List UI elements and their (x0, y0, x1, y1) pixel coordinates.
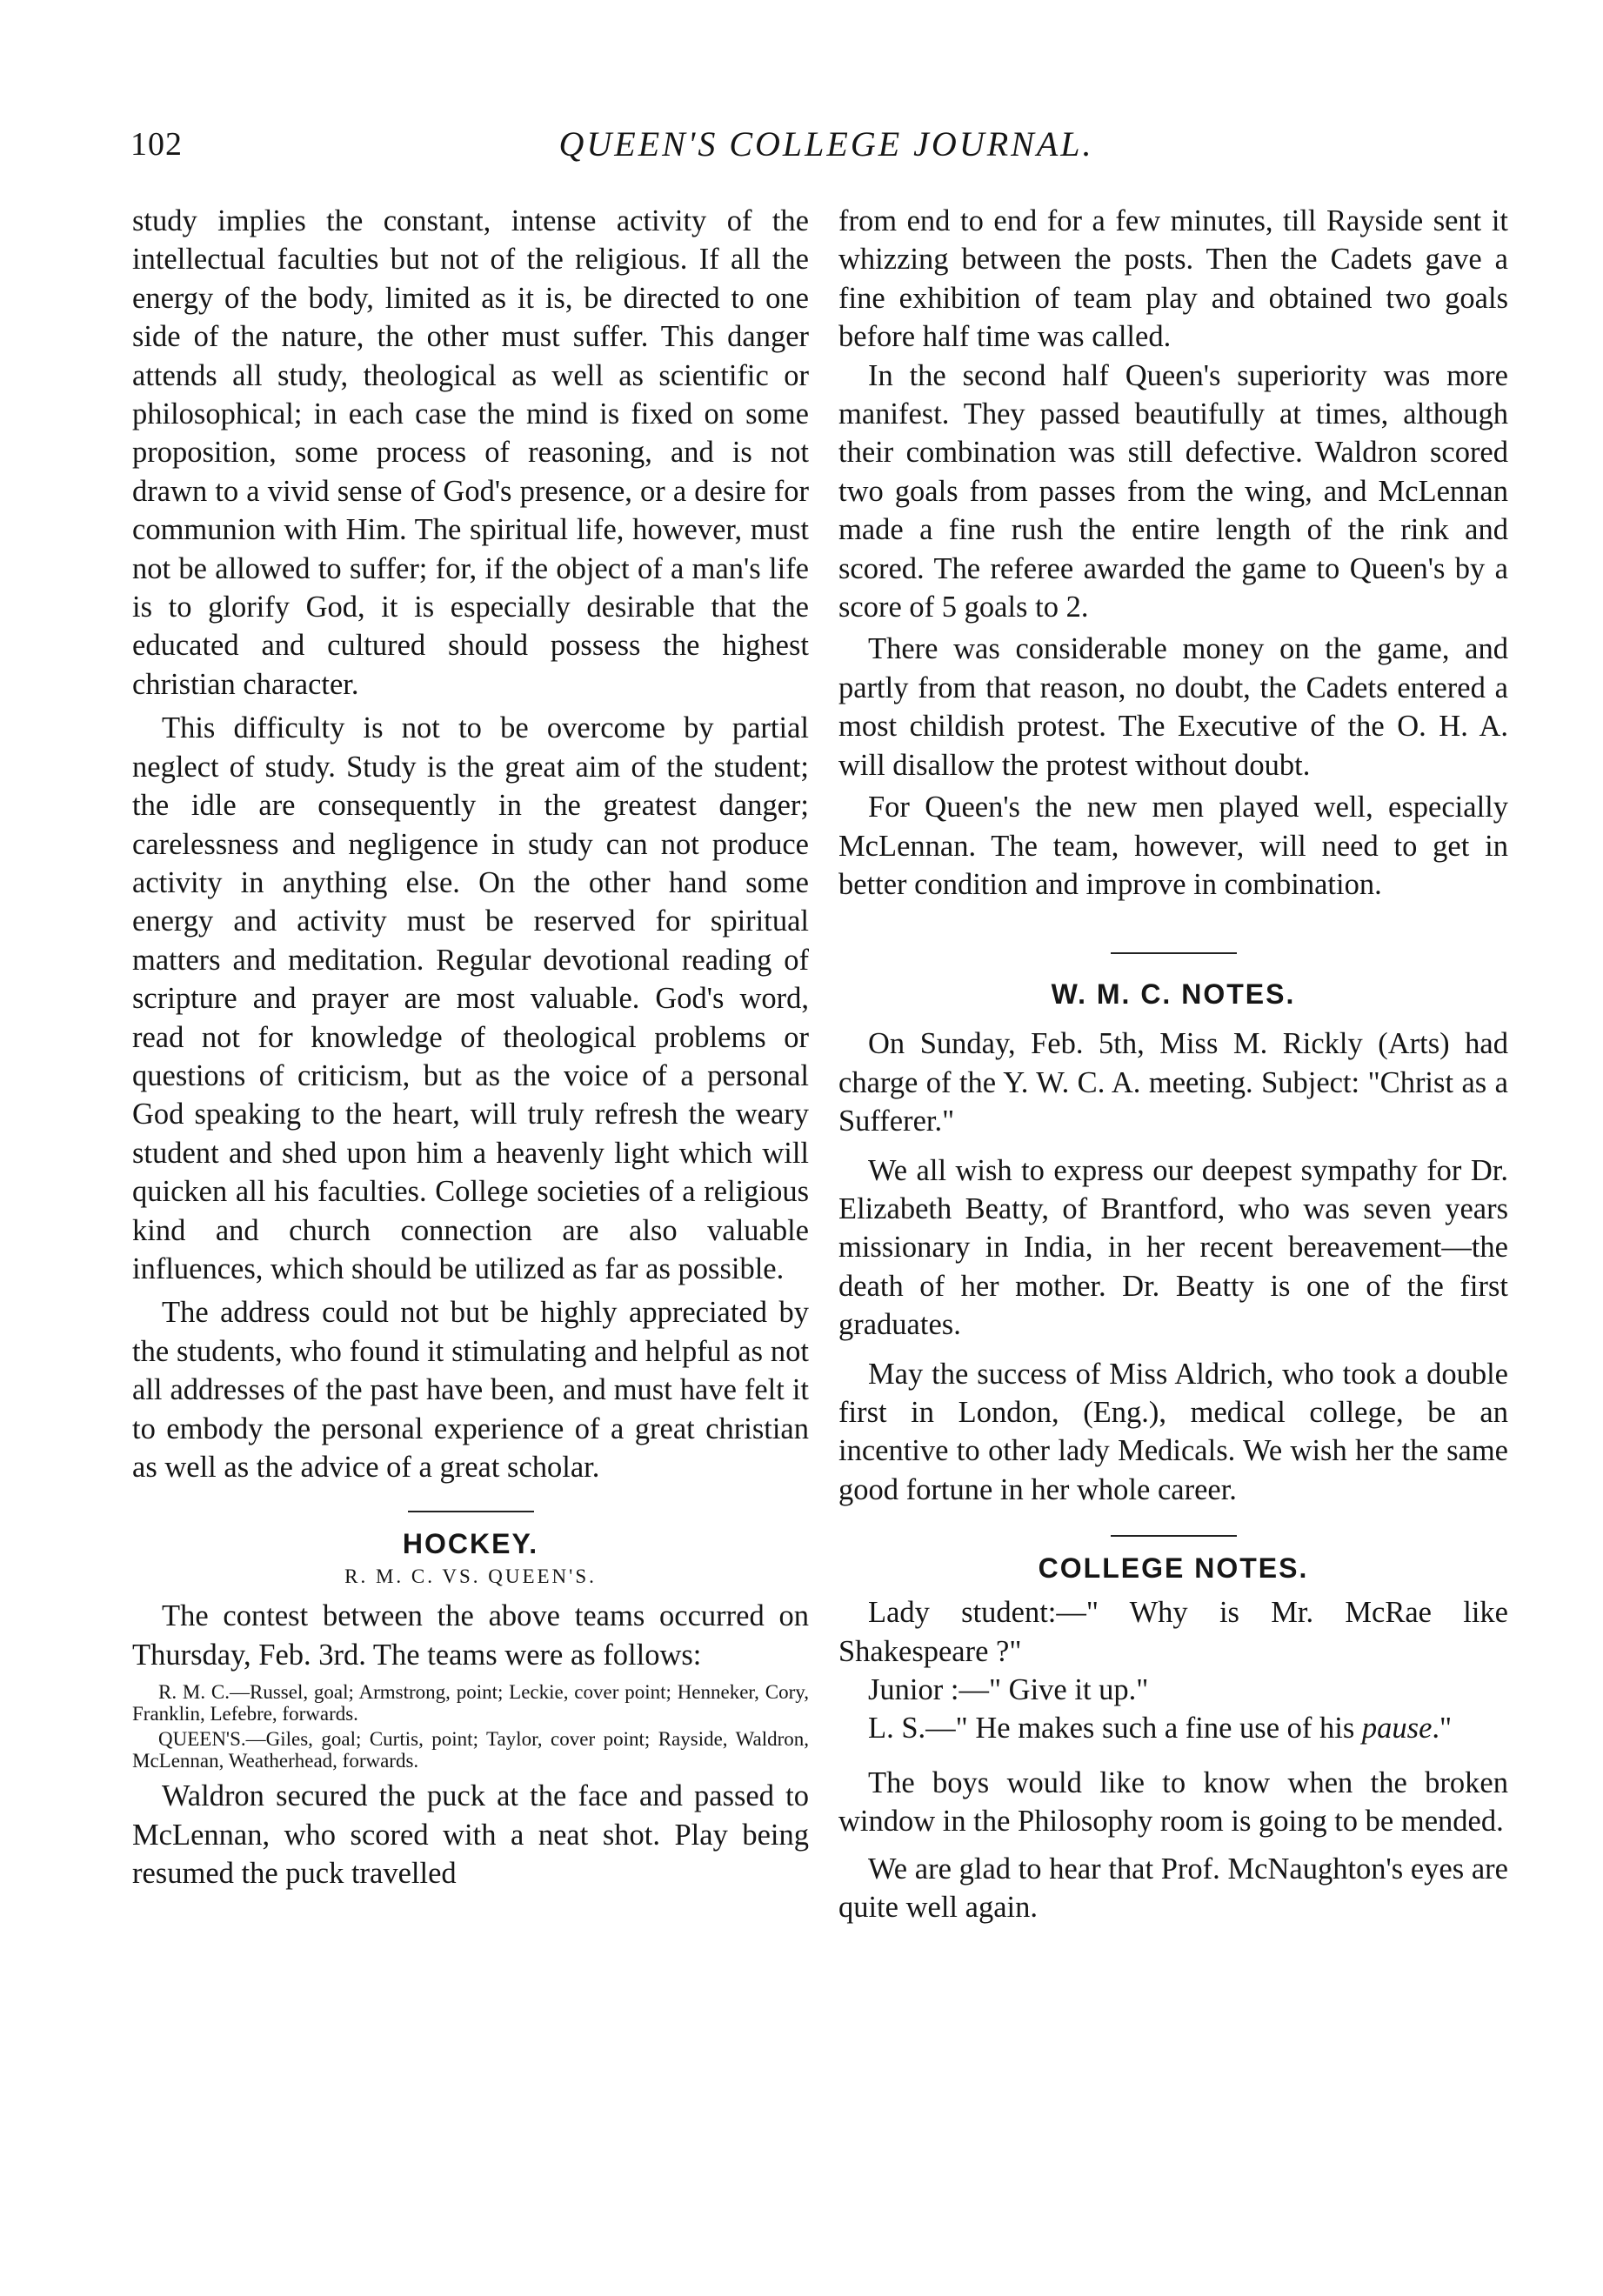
paragraph-study-activity: study implies the constant, intense activity of the intellectual faculties but not of the religious. If all the energy of the body, limited as it is, be directed to one side of the nature, the other must suffer. This danger attends all study, theological as well as scientific or philosophical; in each case the mind is fixed on some proposition, some process of reasoning, and is not drawn to a vivid sense of God's presence, or a desire for communion with Him. The spiritual life, however, must not be allowed to suffer; for, if the object of a man's life is to glorify God, it is especially desirable that the educated and cultured should possess the highest christian character. (132, 204, 809, 701)
hockey-paragraph-second-half: In the second half Queen's superiority was more manifest. They passed beautifully at times, although their combination was still defective. Waldron scored two goals from passes from the wing, and McLennan made a fine rush the entire length of the rink and scored. The referee awarded the game to Queen's by a score of 5 goals to 2. (838, 358, 1508, 624)
page-number: 102 (130, 126, 183, 163)
hockey-paragraph-continued: from end to end for a few minutes, till Rayside sent it whizzing between the posts. Then the Cadets gave a fine exhibition of team play and obtained two goals before half time was called. (838, 204, 1508, 354)
wmc-paragraph-aldrich: May the success of Miss Aldrich, who took a double first in London, (Eng.), medical college, be an incentive to other lady Medicals. We wish her the same good fortune in her whole career. (838, 1357, 1508, 1506)
queens-lineup: QUEEN'S.—Giles, goal; Curtis, point; Taylor, cover point; Rayside, Waldron, McLennan, Weatherhead, forwards. (132, 1728, 809, 1772)
hockey-heading: HOCKEY. (402, 1528, 539, 1560)
paragraph-difficulty: This difficulty is not to be overcome by partial neglect of study. Study is the great aim of the student; the idle are consequently in the greatest danger; carelessness and negligence in study can not produce activity in anything else. On the other hand some energy and activity must be reserved for spiritual matters and meditation. Regular devotional reading of scripture and prayer are most valuable. God's word, read not for knowledge of theological problems or questions of criticism, but as the voice of a personal God speaking to the heart, will truly refresh the weary student and shed upon him a heavenly light which will quicken all his faculties. College societies of a religious kind and church connection are also valuable influences, which should be utilized as far as possible. (132, 711, 809, 1285)
rmc-lineup: R. M. C.—Russel, goal; Armstrong, point; Leckie, cover point; Henneker, Cory, Franklin, Lefebre, forwards. (132, 1681, 809, 1725)
hockey-paragraph-protest: There was considerable money on the game, and partly from that reason, no doubt, the Cadets entered a most childish protest. The Executive of the O. H. A. will disallow the protest without doubt. (838, 632, 1508, 782)
wmc-paragraph-ywca: On Sunday, Feb. 5th, Miss M. Rickly (Arts) had charge of the Y. W. C. A. meeting. Subject: "Christ as a Sufferer." (838, 1027, 1508, 1138)
left-column (132, 202, 809, 1892)
wmc-notes-heading: W. M. C. NOTES. (1051, 978, 1296, 1011)
right-column (838, 202, 1508, 1926)
hockey-paragraph-play: Waldron secured the puck at the face and passed to McLennan, who scored with a neat shot. Play being resumed the puck travelled (132, 1779, 809, 1891)
wmc-paragraph-sympathy: We all wish to express our deepest sympathy for Dr. Elizabeth Beatty, of Brantford, who was seven years missionary in India, in her recent bereavement—the death of her mother. Dr. Beatty is one of the first graduates. (838, 1153, 1508, 1342)
reply-text: L. S.—" He makes such a fine use of his (868, 1712, 1362, 1745)
reply-end: ." (1432, 1712, 1453, 1745)
reply-italic-word: pause (1361, 1712, 1433, 1745)
page-header (130, 123, 1522, 176)
college-note-reply (838, 1709, 1508, 1747)
hockey-subheading: R. M. C. VS. QUEEN'S. (344, 1565, 597, 1588)
college-notes-heading: COLLEGE NOTES. (1038, 1552, 1309, 1585)
section-divider (1111, 1535, 1237, 1537)
hockey-paragraph-new-men: For Queen's the new men played well, especially McLennan. The team, however, will need to get in better condition and improve in combination. (838, 791, 1508, 901)
section-divider (1111, 952, 1237, 954)
section-divider (408, 1511, 534, 1512)
college-note-junior: Junior :—" Give it up." (868, 1673, 1149, 1706)
college-note-window: The boys would like to know when the broken window in the Philosophy room is going to be mended. (838, 1765, 1508, 1839)
paragraph-address: The address could not but be highly appreciated by the students, who found it stimulating and helpful as not all addresses of the past have been, and must have felt it to embody the personal experience of a great christian as well as the advice of a great scholar. (132, 1296, 809, 1484)
college-note-mcnaughton: We are glad to hear that Prof. McNaughton's eyes are quite well again. (838, 1852, 1508, 1925)
hockey-paragraph-contest: The contest between the above teams occurred on Thursday, Feb. 3rd. The teams were as follows: (132, 1599, 809, 1672)
college-note-lady-student: Lady student:—" Why is Mr. McRae like Shakespeare ?" (838, 1596, 1508, 1668)
journal-title: QUEEN'S COLLEGE JOURNAL. (558, 124, 1094, 164)
